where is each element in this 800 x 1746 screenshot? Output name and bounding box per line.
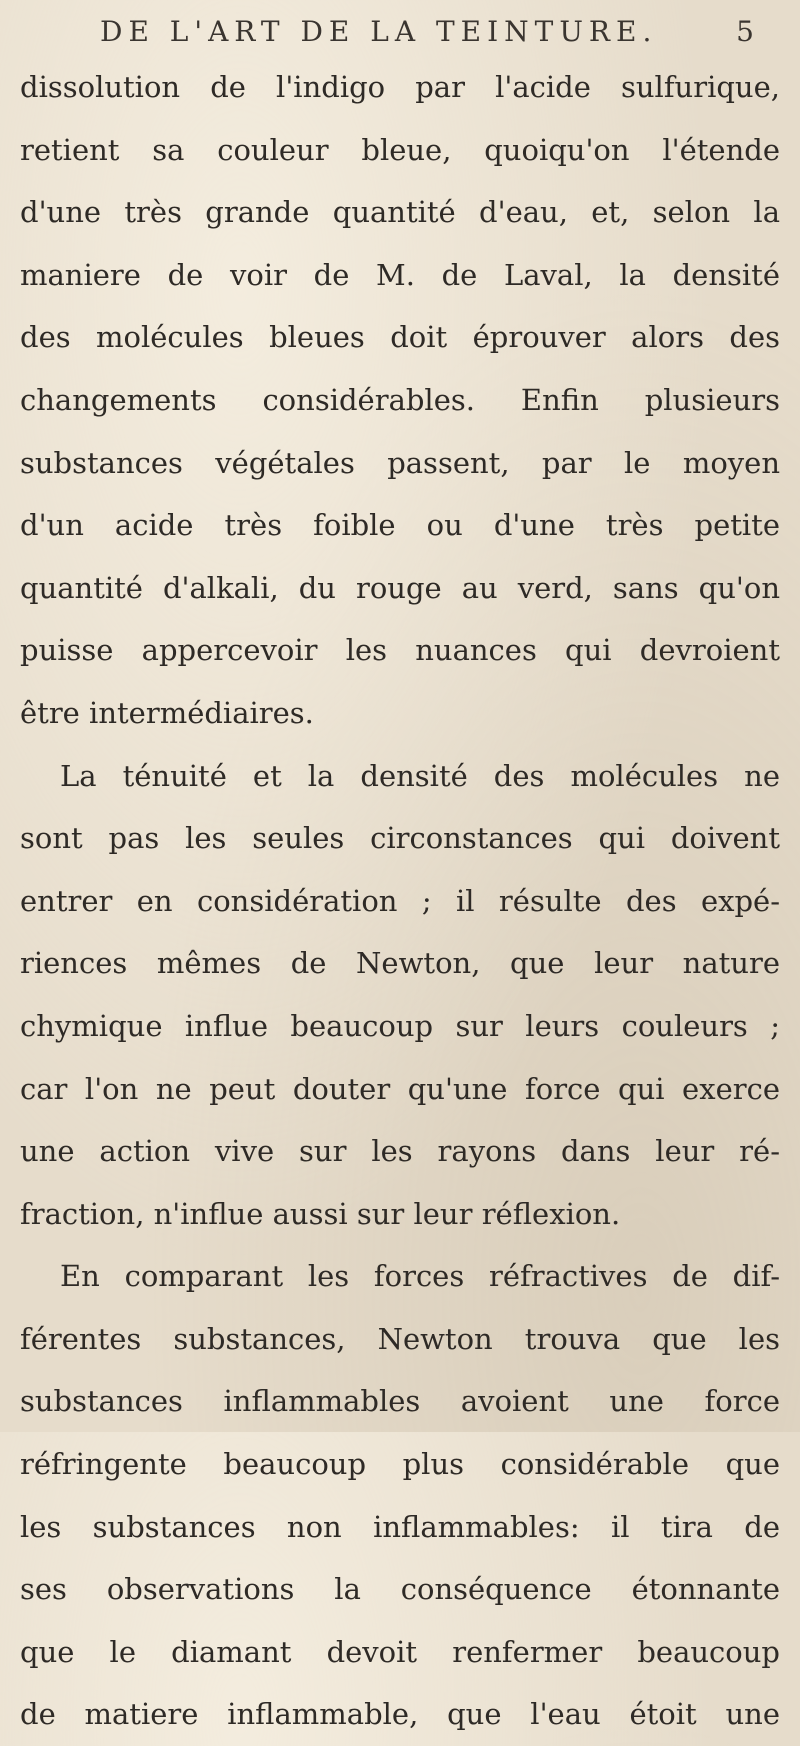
text-line: dissolution de l'indigo par l'acide sulfurique, xyxy=(20,70,780,104)
text-line: La ténuité et la densité des molécules ne xyxy=(60,758,780,793)
running-head-title: DE L'ART DE LA TEINTURE. xyxy=(100,15,658,48)
text-line: les substances non inflammables: il tira de xyxy=(20,1509,780,1544)
text-line: changements considérables. Enfin plusieurs xyxy=(20,382,780,417)
text-line: entrer en considération ; il résulte des expé- xyxy=(20,883,780,918)
running-head xyxy=(60,10,760,54)
text-line: sont pas les seules circonstances qui doivent xyxy=(20,821,780,856)
text-line: En comparant les forces réfractives de dif- xyxy=(60,1259,780,1294)
page-number: 5 xyxy=(736,15,760,48)
text-line: puisse appercevoir les nuances qui devroient xyxy=(20,633,780,668)
text-line: des molécules bleues doit éprouver alors des xyxy=(20,320,780,355)
text-line: quantité d'alkali, du rouge au verd, sans qu'on xyxy=(20,570,780,605)
text-line: chymique influe beaucoup sur leurs couleurs ; xyxy=(20,1008,780,1043)
text-line: maniere de voir de M. de Laval, la densité xyxy=(20,257,780,292)
text-line: réfringente beaucoup plus considérable que xyxy=(20,1447,780,1482)
body-text xyxy=(20,56,780,1746)
text-line: substances inflammables avoient une force xyxy=(20,1384,780,1419)
text-line: ses observations la conséquence étonnante xyxy=(20,1572,780,1607)
text-line: férentes substances, Newton trouva que les xyxy=(20,1321,780,1356)
text-line: fraction, n'influe aussi sur leur réflexion. xyxy=(20,1196,621,1231)
text-line: d'une très grande quantité d'eau, et, selon la xyxy=(20,195,780,230)
text-line: de matiere inflammable, que l'eau étoit une xyxy=(20,1697,780,1732)
text-line: riences mêmes de Newton, que leur nature xyxy=(20,946,780,981)
text-line: substances végétales passent, par le moyen xyxy=(20,445,780,480)
text-line: une action vive sur les rayons dans leur ré- xyxy=(20,1134,780,1169)
text-line: être intermédiaires. xyxy=(20,695,314,730)
text-line: car l'on ne peut douter qu'une force qui exerce xyxy=(20,1071,780,1106)
text-line: d'un acide très foible ou d'une très petite xyxy=(20,508,780,543)
text-line: que le diamant devoit renfermer beaucoup xyxy=(20,1634,780,1669)
text-line: retient sa couleur bleue, quoiqu'on l'étende xyxy=(20,132,780,167)
